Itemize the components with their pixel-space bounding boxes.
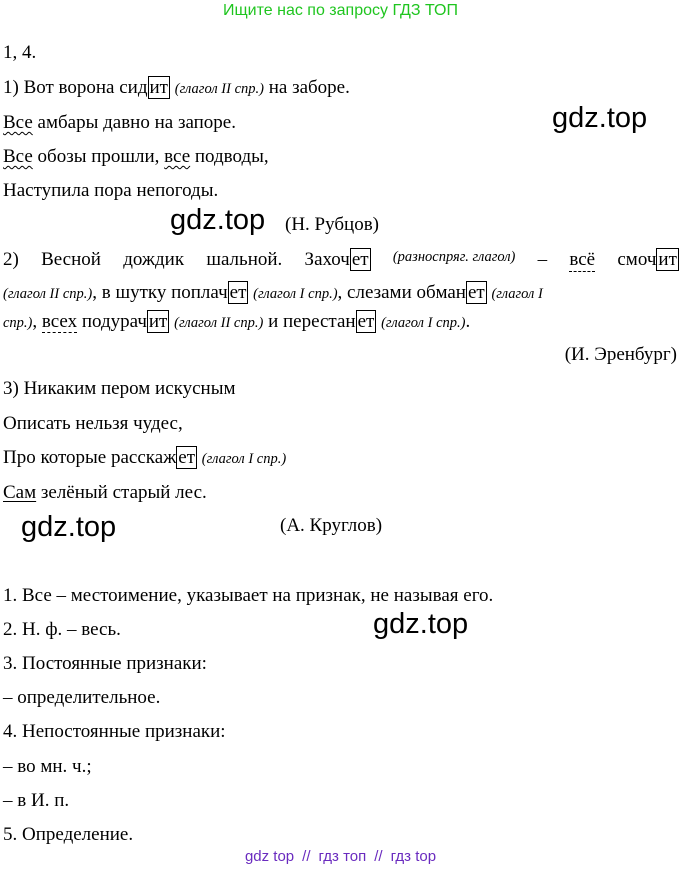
footer-separator: //	[374, 848, 383, 865]
text-segment: подурач	[77, 311, 147, 332]
text-segment: обозы прошли,	[32, 146, 165, 167]
word: шальной.	[206, 249, 283, 270]
grammar-note: (разноспряг. глагол)	[392, 249, 516, 265]
text-segment: 1) Вот ворона сид	[3, 77, 148, 98]
ending-box: ет	[229, 282, 247, 303]
poem1-author: (Н. Рубцов)	[285, 214, 379, 235]
word: 2)	[3, 249, 19, 270]
watermark: gdz.top	[373, 608, 469, 640]
text-segment: на заборе.	[268, 77, 350, 98]
text-segment: и перестан	[263, 311, 356, 332]
ending-box: ит	[148, 311, 168, 332]
footer-separator: //	[302, 848, 311, 865]
watermark: gdz.top	[552, 102, 648, 134]
poem3-line4	[3, 482, 207, 504]
dash: –	[537, 249, 548, 270]
footer-links	[0, 848, 681, 865]
underlined-word: Сам	[3, 482, 37, 503]
word: Захоч	[304, 249, 350, 270]
top-banner[interactable]: Ищите нас по запросу ГДЗ ТОП	[223, 2, 458, 19]
underlined-word: Все	[3, 146, 33, 167]
watermark: gdz.top	[21, 511, 117, 543]
word: дождик	[123, 249, 185, 270]
text-segment: зелёный старый лес.	[36, 482, 207, 503]
analysis-line: 1. Все – местоимение, указывает на признак, не называя его.	[3, 585, 494, 606]
poem2-row2	[3, 282, 543, 304]
poem3-line1: 3) Никаким пером искусным	[3, 378, 236, 399]
poem3-author: (А. Круглов)	[280, 515, 383, 536]
grammar-note: (глагол I спр.)	[201, 451, 287, 467]
poem1-line4: Наступила пора непогоды.	[3, 180, 219, 201]
underlined-word: все	[164, 146, 191, 167]
ending-box: ет	[178, 447, 196, 468]
grammar-note: (глагол I	[491, 286, 543, 302]
watermark: gdz.top	[170, 204, 266, 236]
underlined-word: Все	[3, 112, 33, 133]
ending-box: ит	[149, 77, 168, 98]
text-segment: .	[465, 311, 471, 332]
poem2-author: (И. Эренбург)	[564, 344, 677, 365]
poem3-line2: Описать нельзя чудес,	[3, 413, 183, 434]
analysis-line: 4. Непостоянные признаки:	[3, 721, 226, 742]
footer-link[interactable]: гдз топ	[318, 848, 367, 865]
analysis-line: 3. Постоянные признаки:	[3, 653, 207, 674]
text-segment: амбары давно на запоре.	[32, 112, 236, 133]
text-segment: ,	[32, 311, 42, 332]
grammar-note: (глагол II спр.)	[3, 286, 93, 302]
poem1-line3	[3, 146, 269, 168]
ending-box: ет	[351, 249, 369, 270]
grammar-note: (глагол II спр.)	[174, 315, 264, 331]
footer-link[interactable]: гдз top	[390, 848, 437, 865]
text-segment: , слезами обман	[337, 282, 466, 303]
text-segment: подводы,	[190, 146, 269, 167]
ending-box: ет	[467, 282, 485, 303]
word: смоч	[617, 249, 657, 270]
analysis-line: – в И. п.	[3, 790, 70, 811]
poem1-line2	[3, 112, 236, 134]
poem2-row3	[3, 311, 470, 333]
grammar-note: спр.)	[3, 315, 33, 331]
header-numbers: 1, 4.	[3, 42, 37, 63]
underlined-word: всех	[41, 311, 78, 332]
ending-box: ет	[357, 311, 375, 332]
underlined-word: всё	[569, 249, 596, 270]
text-segment: , в шутку поплач	[92, 282, 228, 303]
word: Весной	[41, 249, 101, 270]
grammar-note: (глагол I спр.)	[381, 315, 466, 331]
poem1-line1	[3, 77, 350, 99]
ending-box: ит	[658, 249, 677, 270]
text-segment: Про которые расскаж	[3, 447, 177, 468]
grammar-note: (глагол II спр.)	[174, 81, 264, 97]
footer-link[interactable]: gdz top	[244, 848, 295, 865]
grammar-note: (глагол I спр.)	[253, 286, 338, 302]
poem3-line3	[3, 447, 286, 469]
analysis-line: – определительное.	[3, 687, 161, 708]
analysis-line: 5. Определение.	[3, 824, 134, 845]
poem2-row1	[3, 249, 679, 272]
analysis-line: 2. Н. ф. – весь.	[3, 619, 121, 640]
analysis-line: – во мн. ч.;	[3, 756, 92, 777]
